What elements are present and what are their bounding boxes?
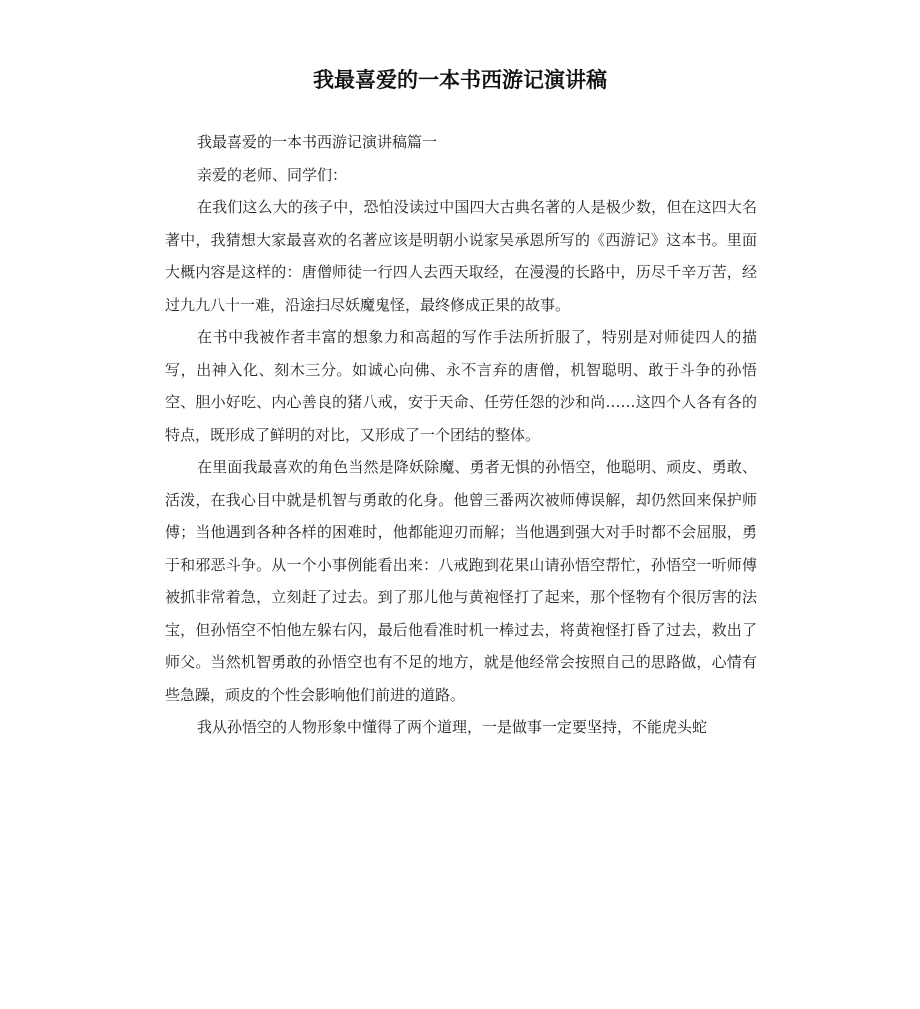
paragraph-2: 在书中我被作者丰富的想象力和高超的写作手法所折服了，特别是对师徒四人的描写，出神入化、刻木三分。如诚心向佛、永不言弃的唐僧，机智聪明、敢于斗争的孙悟空、胆小好吃、内心善良的猪八戒，安于天命、任劳任怨的沙和尚……这四个人各有各的特点，既形成了鲜明的对比，又形成了一个团结的整体。 (165, 328, 757, 444)
paragraph-4: 我从孙悟空的人物形象中懂得了两个道理，一是做事一定要坚持，不能虎头蛇 (197, 718, 708, 736)
document-title: 我最喜爱的一本书西游记演讲稿 (313, 68, 607, 92)
section-heading: 我最喜爱的一本书西游记演讲稿篇一 (197, 133, 438, 151)
salutation: 亲爱的老师、同学们： (197, 165, 348, 184)
paragraph-1: 在我们这么大的孩子中，恐怕没读过中国四大古典名著的人是极少数，但在这四大名著中，我猜想大家最喜欢的名著应该是明朝小说家吴承恩所写的《西游记》这本书。里面大概内容是这样的：唐僧师徒一行四人去西天取经，在漫漫的长路中，历尽千辛万苦，经过九九八十一难，沿途扫尽妖魔鬼怪，最终修成正果的故事。 (165, 198, 757, 314)
document-body (165, 126, 757, 744)
paragraph-3: 在里面我最喜欢的角色当然是降妖除魔、勇者无惧的孙悟空，他聪明、顽皮、勇敢、活泼，在我心目中就是机智与勇敢的化身。他曾三番两次被师傅误解，却仍然回来保护师傅；当他遇到各种各样的困难时，他都能迎刃而解；当他遇到强大对手时都不会屈服，勇于和邪恶斗争。从一个小事例能看出来：八戒跑到花果山请孙悟空帮忙，孙悟空一听师傅被抓非常着急，立刻赶了过去。到了那儿他与黄袍怪打了起来，那个怪物有个很厉害的法宝，但孙悟空不怕他左躲右闪，最后他看准时机一棒过去，将黄袍怪打昏了过去，救出了师父。当然机智勇敢的孙悟空也有不足的地方，就是他经常会按照自己的思路做，心情有些急躁，顽皮的个性会影响他们前进的道路。 (165, 458, 757, 704)
